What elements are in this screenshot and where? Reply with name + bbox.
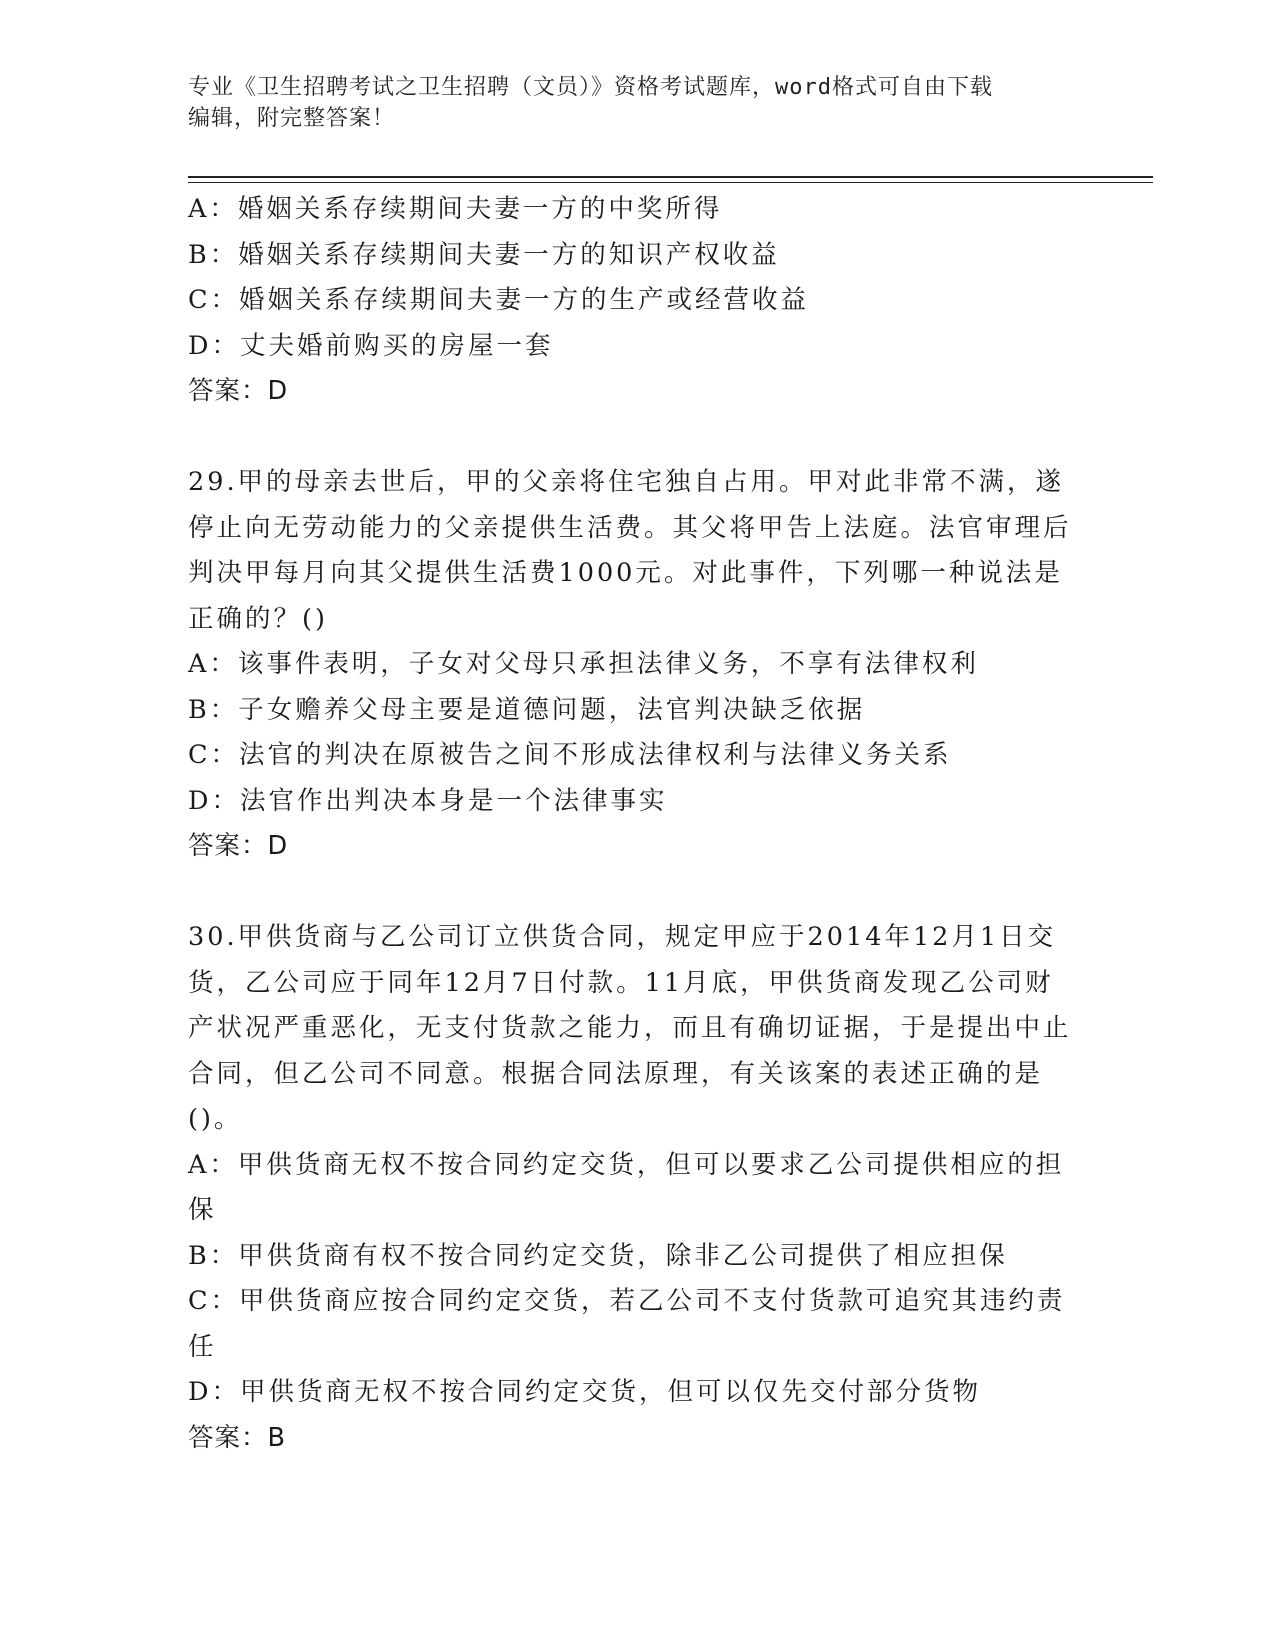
- option-c: C：婚姻关系存续期间夫妻一方的生产或经营收益: [188, 285, 810, 315]
- answer: 答案：B: [188, 1422, 286, 1453]
- option-c: C：法官的判决在原被告之间不形成法律权利与法律义务关系: [188, 740, 952, 770]
- spacer: [188, 870, 1078, 916]
- option-b: B：子女赡养父母主要是道德问题，法官判决缺乏依据: [188, 694, 866, 725]
- document-header: [188, 72, 1088, 134]
- option-a: A：婚姻关系存续期间夫妻一方的中奖所得: [188, 194, 723, 224]
- option-d: D：法官作出判决本身是一个法律事实: [188, 785, 668, 816]
- header-line-1: 专业《卫生招聘考试之卫生招聘（文员）》资格考试题库，word格式可自由下载: [188, 75, 993, 100]
- header-divider-thin: [188, 182, 1153, 183]
- question-stem: 29.甲的母亲去世后，甲的父亲将住宅独自占用。甲对此非常不满，遂停止向无劳动能力的父亲提供生活费。其父将甲告上法庭。法官审理后判决甲每月向其父提供生活费1000元。对此事件，下列哪一种说法是正确的？(): [188, 467, 1072, 634]
- header-divider-thick: [188, 176, 1153, 178]
- question-30: [188, 915, 1078, 1461]
- header-line-2: 编辑，附完整答案！: [188, 106, 396, 131]
- option-d: D：甲供货商无权不按合同约定交货，但可以仅先交付部分货物: [188, 1377, 981, 1407]
- answer: 答案：D: [188, 831, 289, 861]
- question-29: [188, 460, 1078, 870]
- spacer: [188, 415, 1078, 461]
- question-stem: 30.甲供货商与乙公司订立供货合同，规定甲应于2014年12月1日交货，乙公司应于同年12月7日付款。11月底，甲供货商发现乙公司财产状况严重恶化，无支付货款之能力，而且有确切证据，于是提出中止合同，但乙公司不同意。根据合同法原理，有关该案的表述正确的是()。: [188, 922, 1072, 1134]
- option-a: A：甲供货商无权不按合同约定交货，但可以要求乙公司提供相应的担保: [188, 1149, 1065, 1225]
- option-d: D：丈夫婚前购买的房屋一套: [188, 330, 554, 361]
- answer: 答案：D: [188, 376, 289, 406]
- option-c: C：甲供货商应按合同约定交货，若乙公司不支付货款可追究其违约责任: [188, 1286, 1066, 1362]
- option-b: B：甲供货商有权不按合同约定交货，除非乙公司提供了相应担保: [188, 1240, 1008, 1271]
- option-a: A：该事件表明，子女对父母只承担法律义务，不享有法律权利: [188, 649, 979, 679]
- option-b: B：婚姻关系存续期间夫妻一方的知识产权收益: [188, 239, 780, 270]
- question-28: [188, 187, 1078, 415]
- question-list: [188, 187, 1078, 1461]
